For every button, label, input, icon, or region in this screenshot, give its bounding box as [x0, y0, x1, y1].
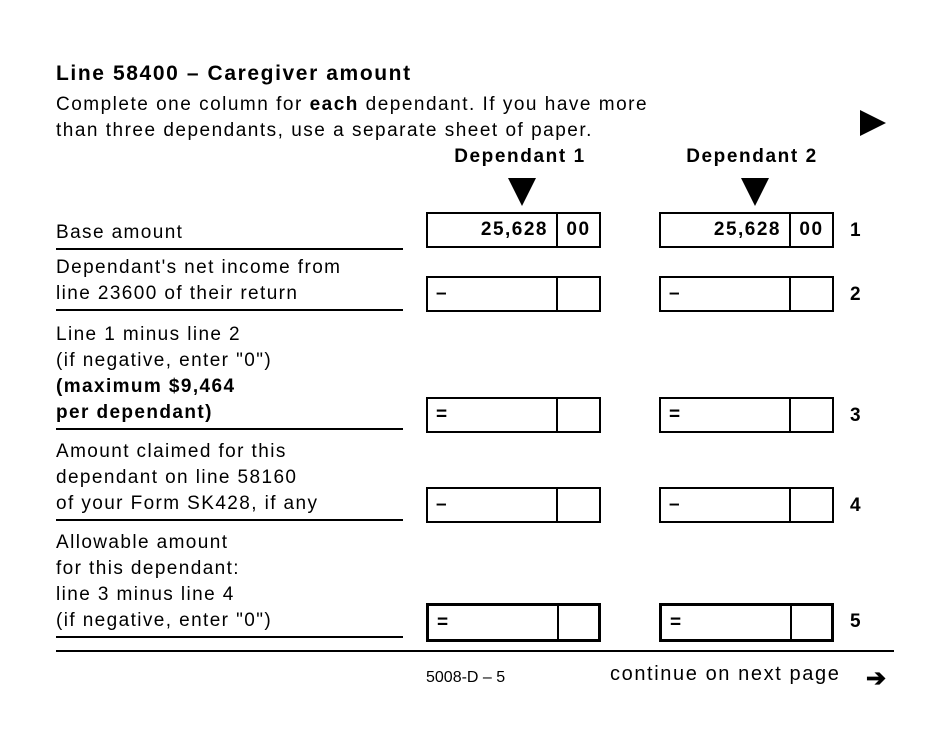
- footer-divider: [56, 650, 894, 652]
- cents-field[interactable]: [792, 606, 831, 639]
- minus-operator: –: [669, 494, 682, 515]
- cents-field[interactable]: [559, 606, 598, 639]
- cents-field[interactable]: [791, 489, 832, 521]
- cents-field[interactable]: [558, 278, 599, 310]
- down-triangle-icon: [741, 178, 769, 206]
- dollars-field[interactable]: [428, 278, 558, 310]
- continue-next-page-link[interactable]: continue on next page: [610, 663, 841, 685]
- dollars-field[interactable]: [428, 489, 558, 521]
- minus-operator: –: [436, 494, 449, 515]
- line-3-dependant-2-field[interactable]: [659, 397, 834, 433]
- section-title: Line 58400 – Caregiver amount: [56, 62, 412, 85]
- line-1-dependant-2-field[interactable]: [659, 212, 834, 248]
- cents-field[interactable]: [791, 278, 832, 310]
- right-arrow-icon: ➔: [866, 665, 887, 692]
- down-triangle-icon: [508, 178, 536, 206]
- line-number: 3: [850, 405, 861, 426]
- line-number: 4: [850, 495, 861, 516]
- cents-field[interactable]: [791, 399, 832, 431]
- minus-operator: –: [436, 283, 449, 304]
- equals-operator: =: [436, 404, 449, 425]
- line-5-dependant-1-field[interactable]: [426, 603, 601, 642]
- minus-operator: –: [669, 283, 682, 304]
- dollars-field[interactable]: 25,628: [428, 214, 558, 246]
- next-page-triangle-icon: [860, 110, 886, 136]
- line-1-dependant-1-field[interactable]: [426, 212, 601, 248]
- instructions: Complete one column for each dependant. If you have more than three dependants, use a separate sheet of paper.: [56, 94, 649, 141]
- dollars-field[interactable]: [429, 606, 559, 639]
- line-4-dependant-2-field[interactable]: [659, 487, 834, 523]
- row-label-net-income: Dependant's net income from line 23600 of their return: [56, 255, 403, 311]
- line-4-dependant-1-field[interactable]: [426, 487, 601, 523]
- line-number: 5: [850, 611, 861, 632]
- cents-field[interactable]: 00: [799, 219, 824, 240]
- form-page-number: 5008-D – 5: [426, 669, 506, 686]
- line-number: 2: [850, 284, 861, 305]
- dollars-field[interactable]: [662, 606, 792, 639]
- dollars-field[interactable]: [661, 278, 791, 310]
- dollars-field[interactable]: [661, 489, 791, 521]
- line-5-dependant-2-field[interactable]: [659, 603, 834, 642]
- equals-operator: =: [669, 404, 682, 425]
- cents-field[interactable]: 00: [566, 219, 591, 240]
- row-label-amount-claimed: Amount claimed for this dependant on line 58160 of your Form SK428, if any: [56, 439, 403, 521]
- line-number: 1: [850, 220, 861, 241]
- dollars-field[interactable]: [428, 399, 558, 431]
- line-2-dependant-1-field[interactable]: [426, 276, 601, 312]
- dollars-field[interactable]: [661, 399, 791, 431]
- column-header-dependant-1: Dependant 1: [454, 146, 586, 167]
- column-header-dependant-2: Dependant 2: [686, 146, 818, 167]
- equals-operator: =: [437, 611, 450, 633]
- row-label-allowable-amount: Allowable amount for this dependant: line 3 minus line 4 (if negative, enter "0"): [56, 530, 403, 638]
- line-3-dependant-1-field[interactable]: [426, 397, 601, 433]
- row-label-line1-minus-line2: Line 1 minus line 2 (if negative, enter "0") (maximum $9,464 per dependant): [56, 322, 403, 430]
- dollars-field[interactable]: 25,628: [661, 214, 791, 246]
- line-2-dependant-2-field[interactable]: [659, 276, 834, 312]
- cents-field[interactable]: [558, 399, 599, 431]
- equals-operator: =: [670, 611, 683, 633]
- row-label-base-amount: Base amount: [56, 220, 403, 250]
- cents-field[interactable]: [558, 489, 599, 521]
